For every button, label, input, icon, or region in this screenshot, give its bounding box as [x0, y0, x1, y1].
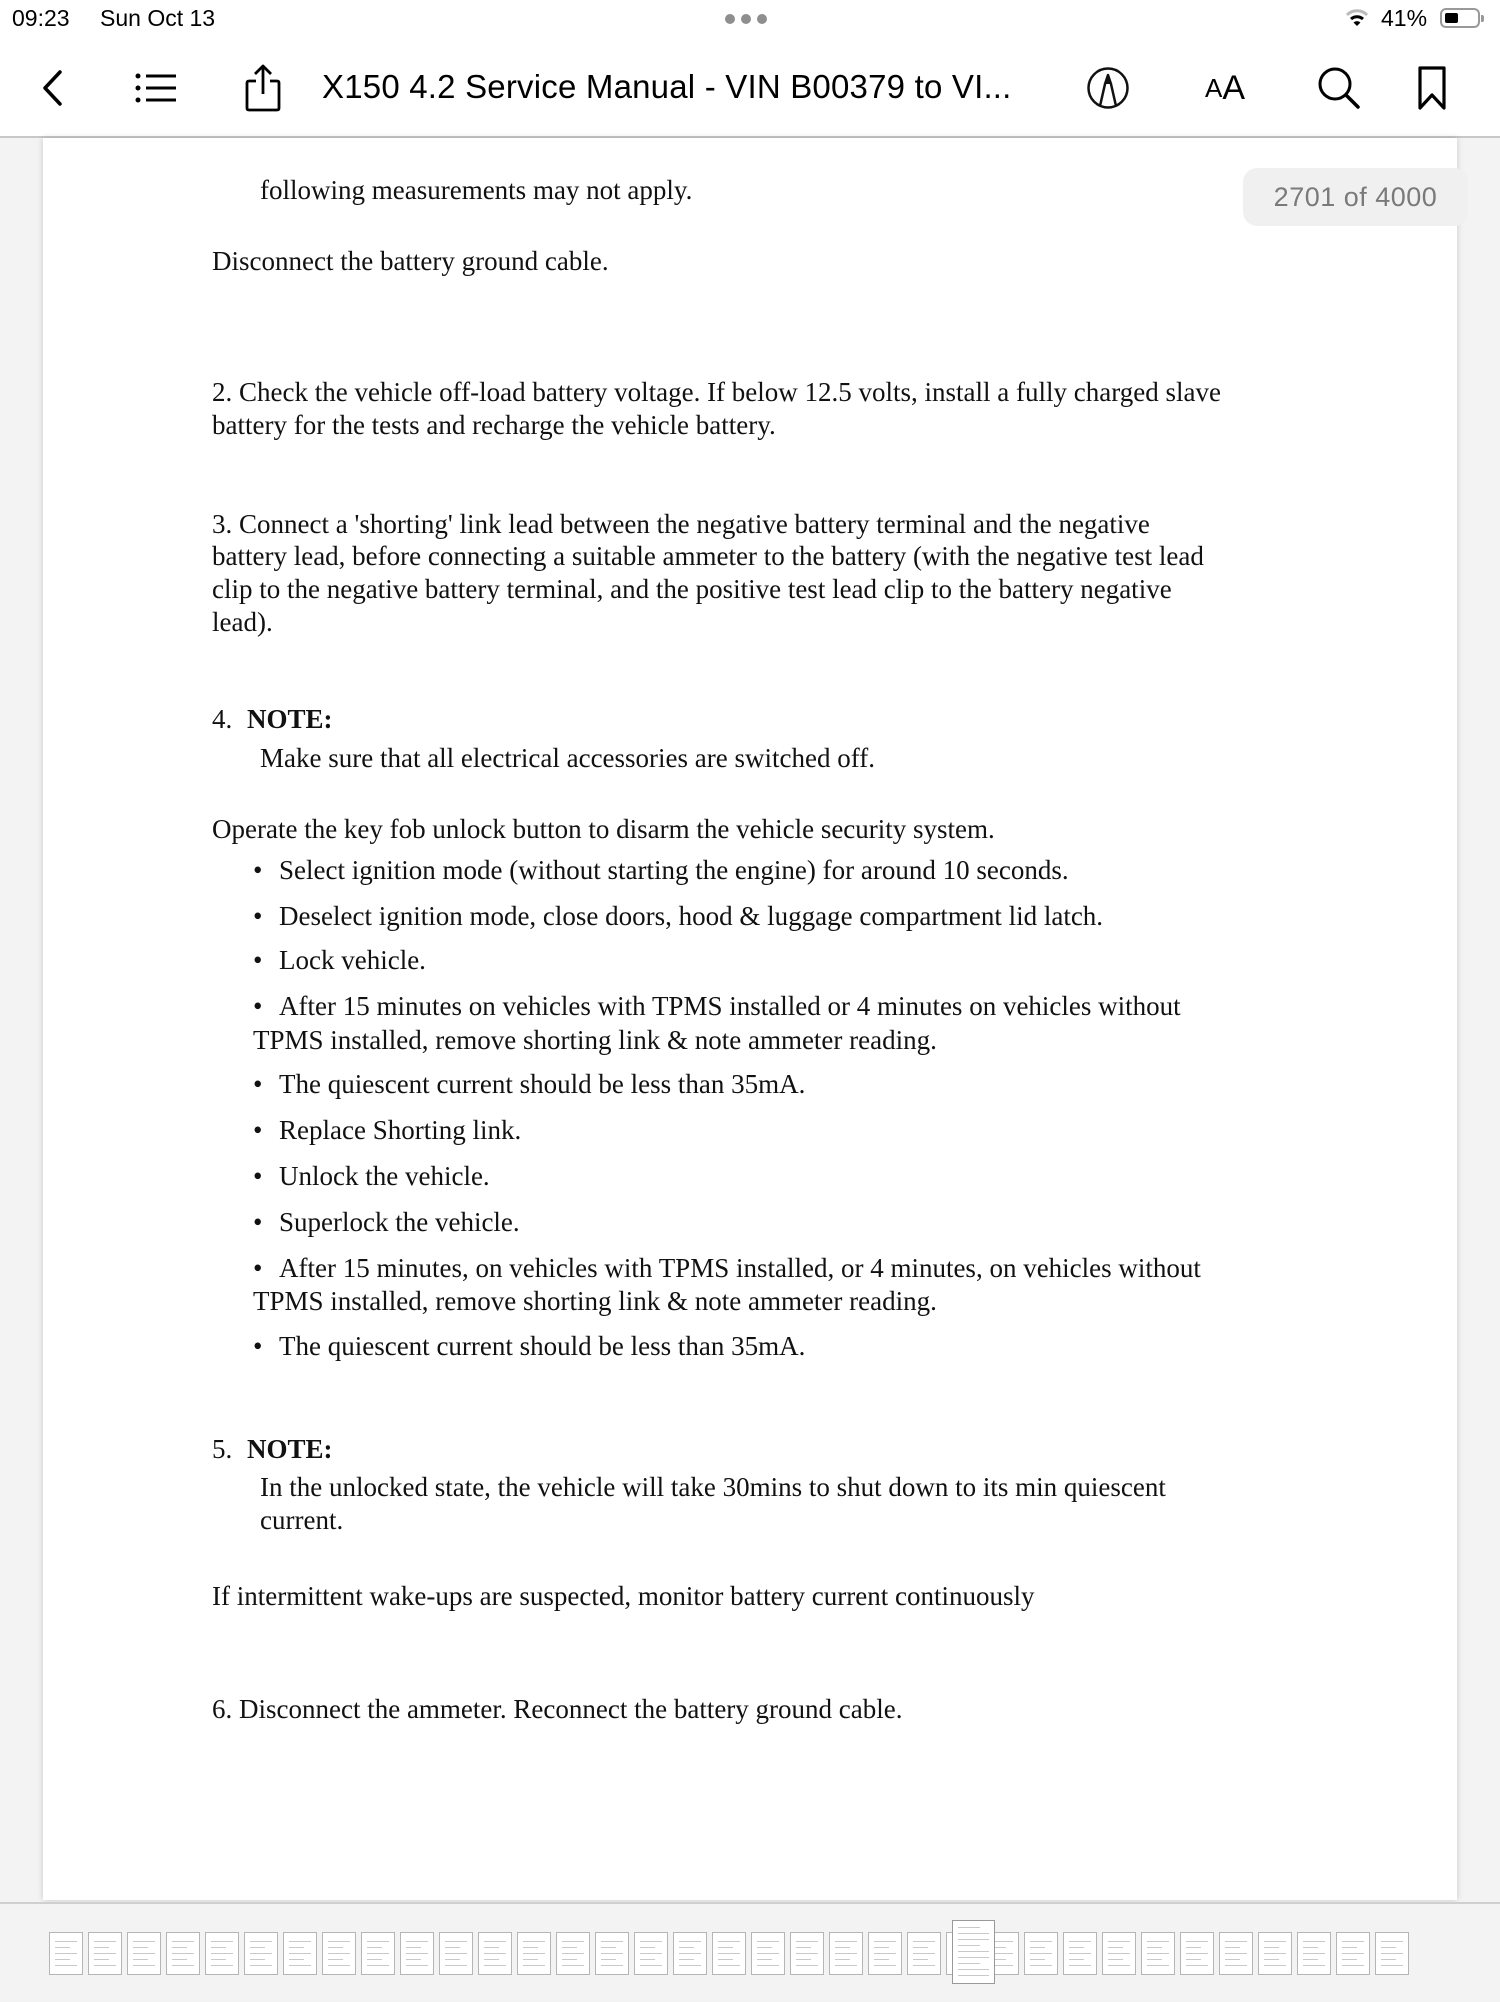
share-button[interactable]	[240, 40, 286, 136]
page-thumbnail[interactable]	[283, 1932, 317, 1975]
page-indicator-badge: 2701 of 4000	[1243, 168, 1468, 226]
bullet-item: • The quiescent current should be less than 35mA.	[279, 1330, 805, 1363]
page-thumbnail[interactable]	[49, 1932, 83, 1975]
bullet-item: • Deselect ignition mode, close doors, hood & luggage compartment lid latch.	[279, 900, 1103, 933]
search-button[interactable]	[1314, 40, 1364, 136]
operate-instruction: Operate the key fob unlock button to disarm the vehicle security system.	[212, 814, 995, 844]
battery-percent: 41%	[1381, 5, 1428, 31]
page-thumbnail-strip[interactable]	[0, 1902, 1500, 2002]
status-date: Sun Oct 13	[100, 5, 216, 31]
step-5-note-text: current.	[260, 1505, 344, 1535]
text-size-button[interactable]	[1195, 40, 1255, 136]
page-thumbnail[interactable]	[634, 1932, 668, 1975]
step-2-line: battery for the tests and recharge the vehicle battery.	[212, 410, 776, 440]
chevron-left-icon	[40, 69, 64, 107]
intermittent-wakeup-text: If intermittent wake-ups are suspected, monitor battery current continuously	[212, 1581, 1035, 1611]
page-thumbnail[interactable]	[127, 1932, 161, 1975]
page-thumbnail[interactable]	[1336, 1932, 1370, 1975]
bullet-item-continuation: TPMS installed, remove shorting link & note ammeter reading.	[253, 1286, 937, 1316]
pencil-circle-icon	[1086, 66, 1130, 110]
page-thumbnail[interactable]	[322, 1932, 356, 1975]
page-thumbnail[interactable]	[1024, 1932, 1058, 1975]
status-time: 09:23	[12, 5, 70, 31]
page-thumbnail[interactable]	[1258, 1932, 1292, 1975]
page-thumbnail[interactable]	[88, 1932, 122, 1975]
back-button[interactable]	[34, 40, 70, 136]
page-thumbnail[interactable]	[595, 1932, 629, 1975]
step-5-number: 5.	[212, 1434, 233, 1464]
bookmark-button[interactable]	[1412, 40, 1452, 136]
page-thumbnail[interactable]	[439, 1932, 473, 1975]
status-bar	[0, 0, 1500, 40]
bullet-item: • After 15 minutes, on vehicles with TPMS installed, or 4 minutes, on vehicles without	[279, 1252, 1201, 1285]
current-page-thumbnail[interactable]	[952, 1920, 995, 1984]
page-thumbnail[interactable]	[244, 1932, 278, 1975]
bullet-item-continuation: TPMS installed, remove shorting link & note ammeter reading.	[253, 1025, 937, 1055]
page-thumbnail[interactable]	[361, 1932, 395, 1975]
page-thumbnail[interactable]	[556, 1932, 590, 1975]
step-4-note-text: Make sure that all electrical accessories are switched off.	[260, 743, 875, 773]
page-thumbnail[interactable]	[712, 1932, 746, 1975]
step-5-note-label: NOTE:	[247, 1434, 333, 1464]
step-3-line: lead).	[212, 607, 273, 637]
page-thumbnail[interactable]	[205, 1932, 239, 1975]
page-thumbnail[interactable]	[1180, 1932, 1214, 1975]
page-thumbnail[interactable]	[1375, 1932, 1409, 1975]
page-thumbnail[interactable]	[517, 1932, 551, 1975]
page-thumbnail[interactable]	[829, 1932, 863, 1975]
share-icon	[243, 63, 283, 113]
bullet-item: • The quiescent current should be less than 35mA.	[279, 1068, 805, 1101]
step-4-number: 4.	[212, 704, 233, 734]
reader-toolbar	[0, 40, 1500, 138]
page-thumbnail[interactable]	[1102, 1932, 1136, 1975]
page-thumbnail[interactable]	[1297, 1932, 1331, 1975]
page-thumbnail[interactable]	[790, 1932, 824, 1975]
magnifier-icon	[1316, 65, 1362, 111]
document-title: X150 4.2 Service Manual - VIN B00379 to VI...	[322, 68, 1012, 105]
page-thumbnail[interactable]	[166, 1932, 200, 1975]
wifi-icon	[1345, 8, 1369, 28]
bullet-item: • Replace Shorting link.	[279, 1114, 521, 1147]
page-thumbnail[interactable]	[1063, 1932, 1097, 1975]
step-3-line: clip to the negative battery terminal, and the positive test lead clip to the battery negative	[212, 574, 1172, 604]
text-line: following measurements may not apply.	[260, 175, 693, 205]
step-6-line: 6. Disconnect the ammeter. Reconnect the battery ground cable.	[212, 1694, 903, 1724]
table-of-contents-button[interactable]	[132, 40, 180, 136]
text-size-large-a: A	[1222, 68, 1246, 107]
step-3-line: 3. Connect a 'shorting' link lead between the negative battery terminal and the negative	[212, 509, 1150, 539]
page-thumbnail[interactable]	[907, 1932, 941, 1975]
bullet-item: • Select ignition mode (without starting the engine) for around 10 seconds.	[279, 854, 1069, 887]
page-thumbnail[interactable]	[1141, 1932, 1175, 1975]
page-thumbnail[interactable]	[478, 1932, 512, 1975]
step-3-line: battery lead, before connecting a suitable ammeter to the battery (with the negative test lead	[212, 541, 1204, 571]
step-5-note-text: In the unlocked state, the vehicle will take 30mins to shut down to its min quiescent	[260, 1472, 1166, 1502]
markup-button[interactable]	[1086, 40, 1130, 136]
step-2-line: 2. Check the vehicle off-load battery voltage. If below 12.5 volts, install a fully charged slave	[212, 377, 1221, 407]
page-thumbnail[interactable]	[673, 1932, 707, 1975]
page-thumbnail[interactable]	[1219, 1932, 1253, 1975]
page-thumbnail[interactable]	[868, 1932, 902, 1975]
text-line: Disconnect the battery ground cable.	[212, 246, 609, 276]
bookmark-icon	[1416, 65, 1448, 111]
page-thumbnail[interactable]	[400, 1932, 434, 1975]
list-icon	[134, 71, 178, 105]
page-thumbnail[interactable]	[751, 1932, 785, 1975]
bullet-item: • Lock vehicle.	[279, 944, 426, 977]
multitasking-dots-icon[interactable]	[725, 14, 767, 24]
bullet-item: • Unlock the vehicle.	[279, 1160, 490, 1193]
battery-icon	[1440, 8, 1480, 28]
bullet-item: • Superlock the vehicle.	[279, 1206, 520, 1239]
text-size-small-a: A	[1204, 72, 1223, 103]
step-4-note-label: NOTE:	[247, 704, 333, 734]
bullet-item: • After 15 minutes on vehicles with TPMS installed or 4 minutes on vehicles without	[279, 990, 1181, 1023]
